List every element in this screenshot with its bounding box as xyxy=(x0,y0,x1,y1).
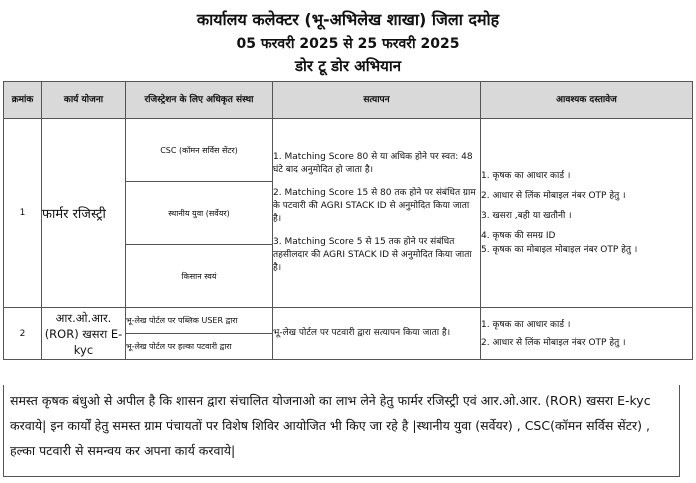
date-range: 05 फरवरी 2025 से 25 फरवरी 2025 xyxy=(236,36,460,52)
sanstha-cell: स्थानीय युवा (सर्वेयर) xyxy=(126,182,273,245)
sanstha-cell: CSC (कॉमन सर्विस सेंटर) xyxy=(126,119,273,182)
satyapan-cell xyxy=(273,119,481,308)
row-serial: 1 xyxy=(4,119,42,308)
office-title: कार्यालय कलेक्टर (भू-अभिलेख शाखा) जिला दमोह xyxy=(196,10,500,29)
campaign-table xyxy=(3,81,693,360)
satyapan-item: 2. Matching Score 15 से 80 तक होने पर संबंधित ग्राम के पटवारी की AGRI STACK ID से अनुमोदित किया जाता है। xyxy=(273,188,476,224)
doc-item: 4. कृषक की समग्र ID xyxy=(481,231,556,241)
satyapan-item: 3. Matching Score 5 से 15 तक होने पर संबंधित तहसीलदार की AGRI STACK ID से अनुमोदित किया जाता है। xyxy=(273,237,472,273)
docs-cell xyxy=(481,308,693,360)
table-row xyxy=(4,308,693,334)
row-yojana: आर.ओ.आर. (ROR) खसरा E-kyc xyxy=(42,308,126,360)
doc-item: 5. कृषक का मोबाइल मोबाइल नंबर OTP हेतु । xyxy=(481,245,638,255)
satyapan-cell xyxy=(273,308,481,360)
column-header-docs: आवश्यक दस्तावेज xyxy=(481,82,693,119)
campaign-title: डोर टू डोर अभियान xyxy=(294,57,402,75)
row-serial: 2 xyxy=(4,308,42,360)
sanstha-cell: किसान स्वयं xyxy=(126,245,273,308)
docs-cell xyxy=(481,119,693,308)
table-row xyxy=(4,119,693,182)
row-yojana: फार्मर रजिस्ट्री xyxy=(42,119,126,308)
doc-item: 1. कृषक का आधार कार्ड । xyxy=(481,319,571,330)
column-header-sanstha: रजिस्ट्रेशन के लिए अधिकृत संस्था xyxy=(126,82,273,119)
table-header-row xyxy=(4,82,693,119)
doc-item: 1. कृषक का आधार कार्ड । xyxy=(481,171,571,181)
satyapan-item: भू-लेख पोर्टल पर पटवारी द्वारा सत्यापन किया जाता है। xyxy=(273,328,451,338)
column-header-yojana: कार्य योजना xyxy=(42,82,126,119)
appeal-text: समस्त कृषक बंधुओ से अपील है कि शासन द्वारा संचालित योजनाओ का लाभ लेने हेतु फार्मर रजिस्ट्री एवं आर.ओ.आर. (ROR) खसरा E-kyc करवाये| इन कार्यों हेतु समस्त ग्राम पंचायतों पर विशेष शिविर आयोजित भी किए जा रहे है |स्थानीय युवा (सर्वेयर) , CSC(कॉमन सर्विस सेंटर) , हल्का पटवारी से समन्वय कर अपना कार्य करवाये| xyxy=(3,385,680,477)
doc-item: 2. आधार से लिंक मोबाइल नंबर OTP हेतु । xyxy=(481,337,626,348)
doc-item: 2. आधार से लिंक मोबाइल नंबर OTP हेतु । xyxy=(481,191,626,201)
column-header-sn: क्रमांक xyxy=(4,82,42,119)
sanstha-cell: भू-लेख पोर्टल पर हल्का पटवारी द्वारा xyxy=(126,334,273,360)
doc-item: 3. खसरा ,बही या खतौनी । xyxy=(481,211,572,221)
sanstha-cell: भू-लेख पोर्टल पर पब्लिक USER द्वारा xyxy=(126,308,273,334)
satyapan-item: 1. Matching Score 80 से या अधिक होने पर स्वत: 48 घंटे बाद अनुमोदित हो जाता है। xyxy=(273,152,473,175)
column-header-satyapan: सत्यापन xyxy=(273,82,481,119)
